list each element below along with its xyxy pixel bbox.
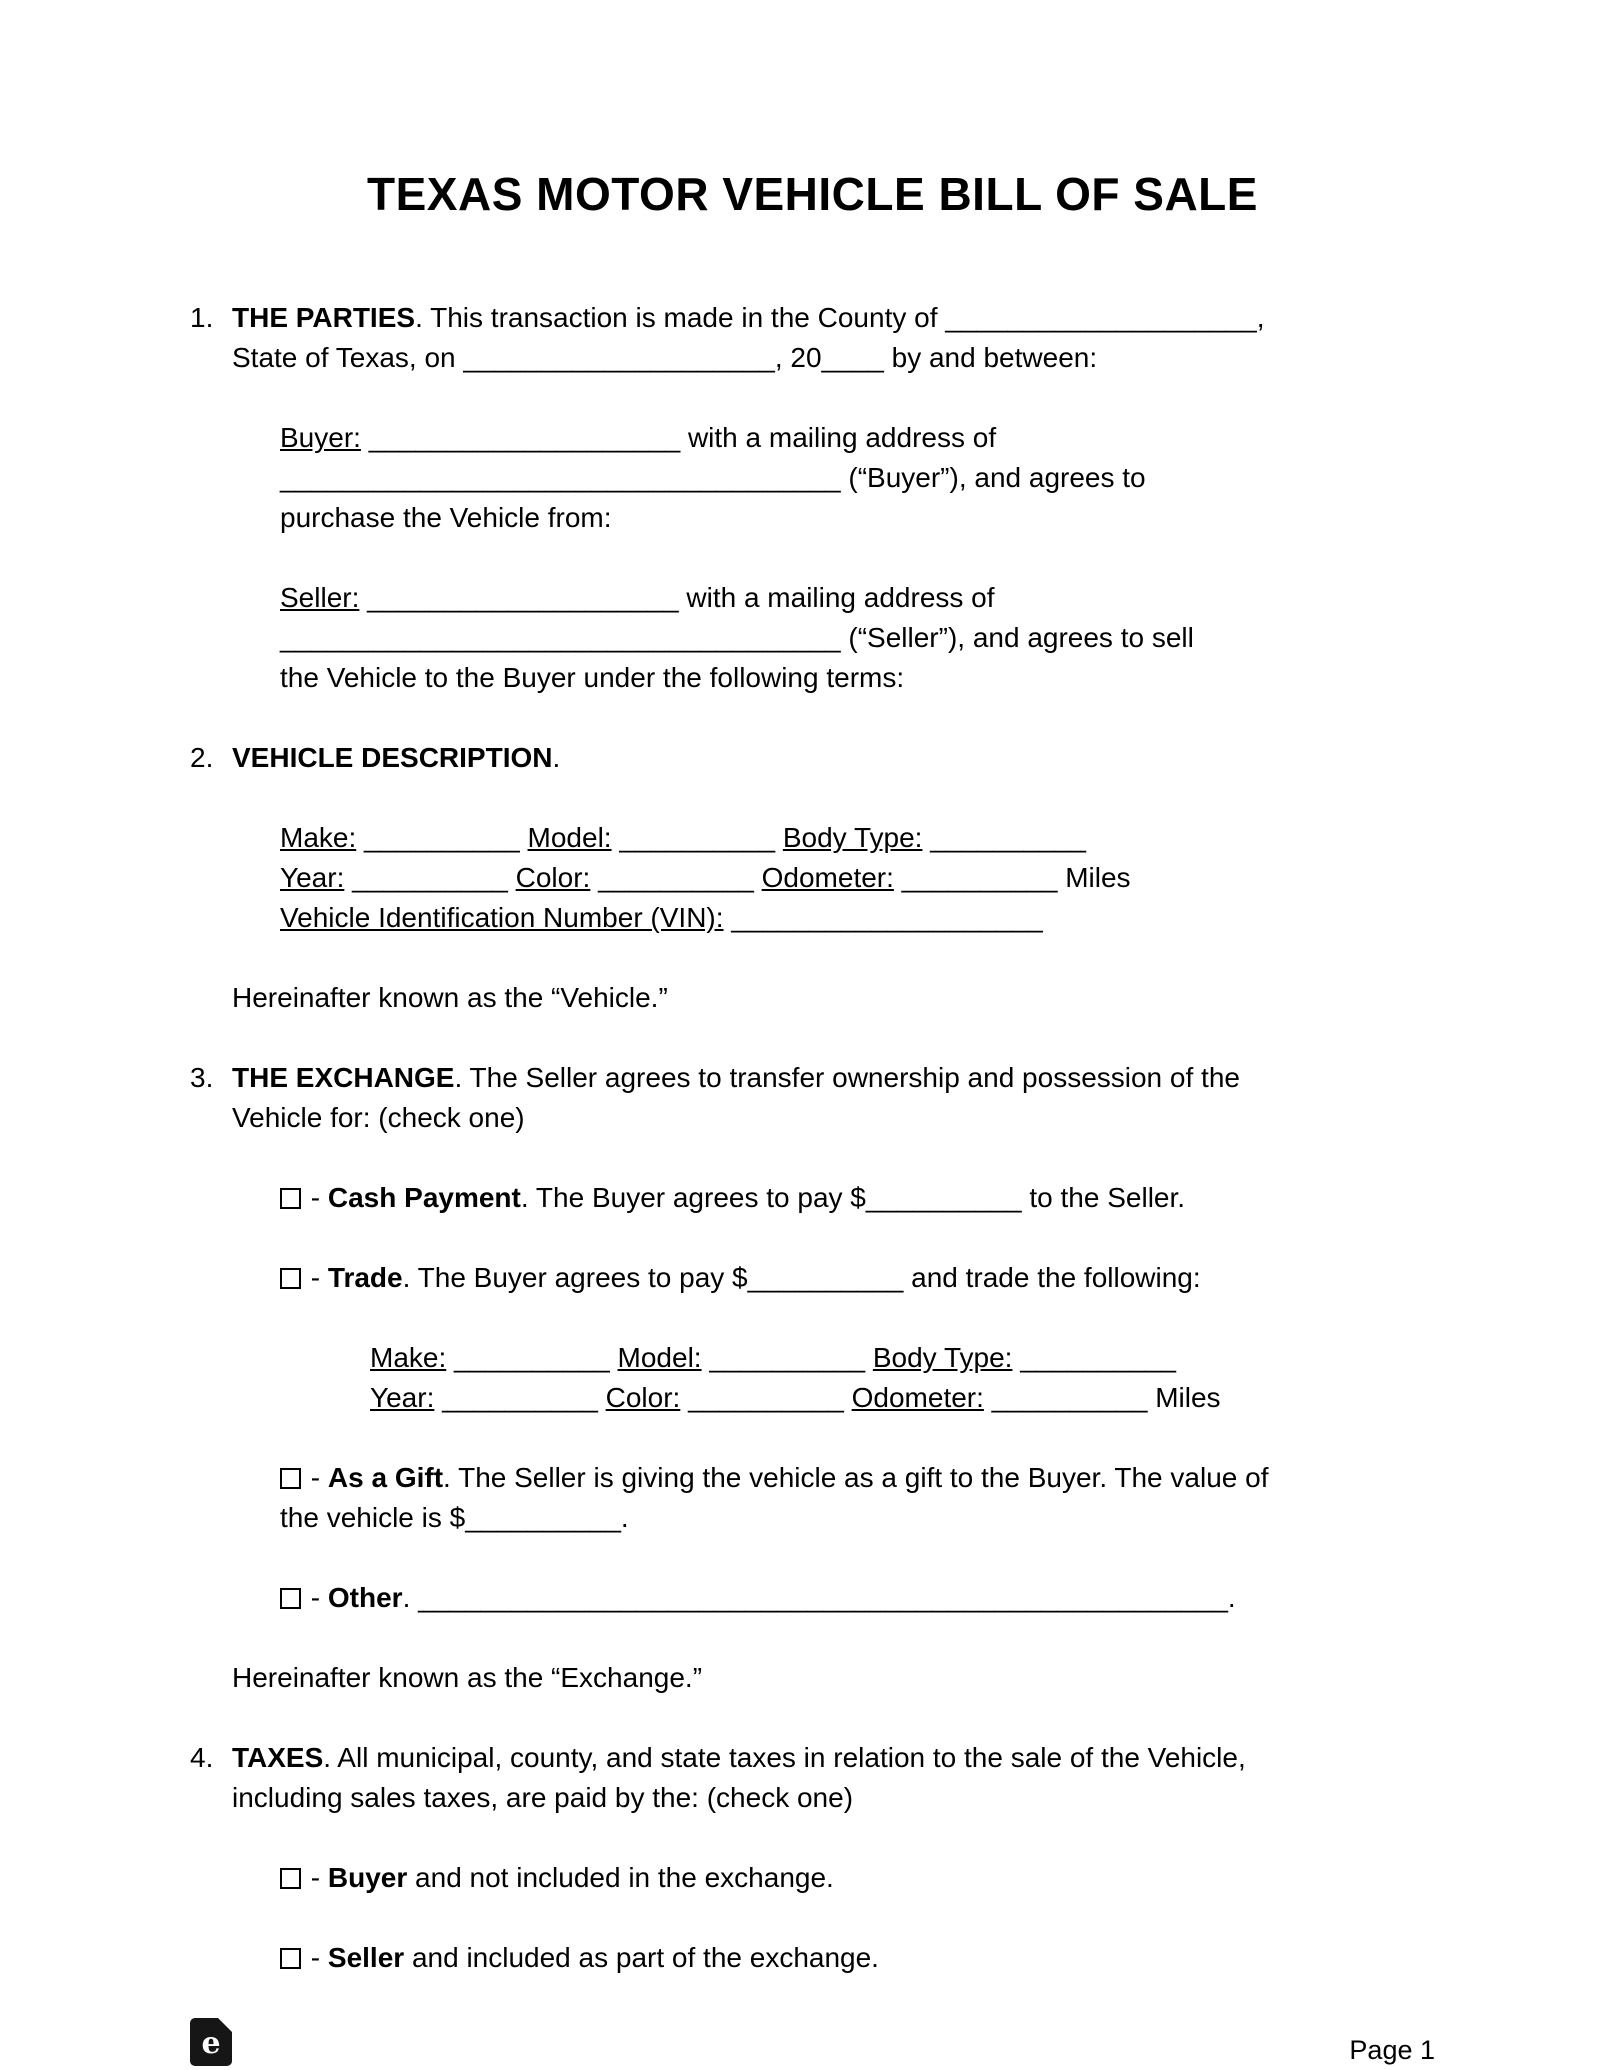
text-run: the Vehicle to the Buyer under the following terms: bbox=[280, 662, 905, 693]
text-run: State of Texas, on ____________________, 20____ by and between: bbox=[232, 342, 1098, 373]
text-run: - bbox=[303, 1582, 328, 1613]
text-line bbox=[370, 1338, 1435, 1378]
section-4-text bbox=[232, 1738, 1435, 1818]
bold-text: As a Gift bbox=[327, 1462, 444, 1493]
bold-text: THE EXCHANGE bbox=[232, 1062, 455, 1093]
underlined-label: Vehicle Identification Number (VIN): bbox=[280, 902, 724, 933]
underlined-label: Model: bbox=[527, 822, 612, 853]
text-run: __________ Miles bbox=[983, 1382, 1221, 1413]
bold-text: VEHICLE DESCRIPTION bbox=[232, 742, 553, 773]
page-footer bbox=[190, 2018, 1435, 2066]
section-2-vehicle-description bbox=[190, 738, 1435, 778]
text-run: . All municipal, county, and state taxes in relation to the sale of the Vehicle, bbox=[323, 1742, 1246, 1773]
checkbox-icon[interactable] bbox=[280, 1268, 301, 1289]
text-run: - bbox=[303, 1942, 328, 1973]
taxes-buyer-option bbox=[280, 1858, 1435, 1898]
text-run: __________ bbox=[611, 822, 783, 853]
eforms-logo-letter: e bbox=[201, 2025, 221, 2061]
text-run: __________ bbox=[1012, 1342, 1176, 1373]
section-1-the-parties bbox=[190, 298, 1435, 378]
text-line bbox=[232, 1778, 1435, 1818]
text-run: __________ bbox=[356, 822, 528, 853]
text-line bbox=[280, 858, 1435, 898]
text-line bbox=[232, 1738, 1435, 1778]
text-run: Vehicle for: (check one) bbox=[232, 1102, 525, 1133]
bold-text: Seller bbox=[327, 1942, 405, 1973]
trade-vehicle-fields bbox=[370, 1338, 1435, 1418]
underlined-label: Year: bbox=[370, 1382, 435, 1413]
text-run: and not included in the exchange. bbox=[407, 1862, 834, 1893]
text-run: and included as part of the exchange. bbox=[404, 1942, 879, 1973]
bold-text: Other bbox=[327, 1582, 403, 1613]
text-line bbox=[280, 1498, 1435, 1538]
underlined-label: Color: bbox=[515, 862, 591, 893]
taxes-seller-option bbox=[280, 1938, 1435, 1978]
text-line bbox=[280, 898, 1435, 938]
underlined-label: Seller: bbox=[280, 582, 360, 613]
text-run: ____________________________________ (“Seller”), and agrees to sell bbox=[280, 622, 1194, 653]
text-run: __________ bbox=[680, 1382, 852, 1413]
text-run: ____________________ with a mailing address of bbox=[359, 582, 995, 613]
underlined-label: Odometer: bbox=[851, 1382, 984, 1413]
vehicle-description-fields bbox=[280, 818, 1435, 938]
cash-payment-option bbox=[280, 1178, 1435, 1218]
section-1-text bbox=[232, 298, 1435, 378]
underlined-label: Year: bbox=[280, 862, 345, 893]
text-line bbox=[280, 818, 1435, 858]
section-4-taxes bbox=[190, 1738, 1435, 1818]
text-run: __________ Miles bbox=[893, 862, 1131, 893]
text-run: . The Buyer agrees to pay $__________ and trade the following: bbox=[402, 1262, 1201, 1293]
text-line bbox=[280, 1458, 1435, 1498]
underlined-label: Buyer: bbox=[280, 422, 361, 453]
text-line bbox=[280, 1178, 1435, 1218]
checkbox-icon[interactable] bbox=[280, 1868, 301, 1889]
text-run: __________ bbox=[344, 862, 516, 893]
checkbox-icon[interactable] bbox=[280, 1588, 301, 1609]
text-line bbox=[280, 618, 1435, 658]
section-3-text bbox=[232, 1058, 1435, 1138]
text-run: the vehicle is $__________. bbox=[280, 1502, 629, 1533]
underlined-label: Model: bbox=[617, 1342, 702, 1373]
item-number-4: 4. bbox=[190, 1742, 214, 1773]
checkbox-icon[interactable] bbox=[280, 1188, 301, 1209]
text-run: Hereinafter known as the “Vehicle.” bbox=[232, 982, 668, 1013]
vehicle-known-line bbox=[232, 978, 1435, 1018]
text-line bbox=[232, 338, 1435, 378]
text-run: ____________________ bbox=[723, 902, 1043, 933]
bold-text: Cash Payment bbox=[327, 1182, 521, 1213]
trade-option bbox=[280, 1258, 1435, 1298]
text-run: - bbox=[303, 1462, 328, 1493]
underlined-label: Make: bbox=[280, 822, 357, 853]
text-run: __________ bbox=[434, 1382, 606, 1413]
text-line bbox=[232, 738, 1435, 778]
text-run: - bbox=[303, 1862, 328, 1893]
text-line bbox=[232, 1658, 1435, 1698]
page-number: Page 1 bbox=[1349, 2035, 1435, 2065]
section-3-the-exchange bbox=[190, 1058, 1435, 1138]
underlined-label: Make: bbox=[370, 1342, 447, 1373]
seller-paragraph bbox=[280, 578, 1435, 698]
text-run: . The Seller is giving the vehicle as a gift to the Buyer. The value of bbox=[443, 1462, 1269, 1493]
text-line bbox=[280, 418, 1435, 458]
text-run: . This transaction is made in the County of ____________________, bbox=[415, 302, 1265, 333]
underlined-label: Odometer: bbox=[761, 862, 894, 893]
text-line bbox=[280, 498, 1435, 538]
text-line bbox=[370, 1378, 1435, 1418]
text-line bbox=[280, 458, 1435, 498]
text-run: - bbox=[303, 1262, 328, 1293]
text-line bbox=[232, 1098, 1435, 1138]
text-run: purchase the Vehicle from: bbox=[280, 502, 612, 533]
text-run: ____________________ with a mailing address of bbox=[360, 422, 997, 453]
text-run: __________ bbox=[590, 862, 762, 893]
underlined-label: Body Type: bbox=[872, 1342, 1013, 1373]
text-run: __________ bbox=[701, 1342, 873, 1373]
text-run: . bbox=[552, 742, 561, 773]
text-run: . The Seller agrees to transfer ownership and possession of the bbox=[454, 1062, 1240, 1093]
exchange-known-line bbox=[232, 1658, 1435, 1698]
bold-text: TAXES bbox=[232, 1742, 324, 1773]
bold-text: THE PARTIES bbox=[232, 302, 416, 333]
document-title: TEXAS MOTOR VEHICLE BILL OF SALE bbox=[367, 168, 1258, 220]
text-line bbox=[280, 578, 1435, 618]
checkbox-icon[interactable] bbox=[280, 1468, 301, 1489]
text-line bbox=[280, 1938, 1435, 1978]
item-number-1: 1. bbox=[190, 302, 214, 333]
text-run: - bbox=[303, 1182, 328, 1213]
text-run: . ____________________________________________________. bbox=[402, 1582, 1236, 1613]
underlined-label: Color: bbox=[605, 1382, 681, 1413]
text-line bbox=[280, 1258, 1435, 1298]
text-line bbox=[280, 658, 1435, 698]
underlined-label: Body Type: bbox=[782, 822, 923, 853]
other-option bbox=[280, 1578, 1435, 1618]
text-run: Hereinafter known as the “Exchange.” bbox=[232, 1662, 703, 1693]
checkbox-icon[interactable] bbox=[280, 1948, 301, 1969]
text-run: __________ bbox=[922, 822, 1086, 853]
text-line bbox=[280, 1858, 1435, 1898]
gift-option bbox=[280, 1458, 1435, 1538]
item-number-2: 2. bbox=[190, 742, 214, 773]
text-line bbox=[280, 1578, 1435, 1618]
section-2-text bbox=[232, 738, 1435, 778]
text-line bbox=[232, 1058, 1435, 1098]
bold-text: Buyer bbox=[327, 1862, 408, 1893]
buyer-paragraph bbox=[280, 418, 1435, 538]
text-run: . The Buyer agrees to pay $__________ to the Seller. bbox=[520, 1182, 1186, 1213]
text-run: __________ bbox=[446, 1342, 618, 1373]
text-run: ____________________________________ (“Buyer”), and agrees to bbox=[280, 462, 1146, 493]
item-number-3: 3. bbox=[190, 1062, 214, 1093]
logo-fold-corner-icon bbox=[218, 2018, 232, 2032]
bold-text: Trade bbox=[327, 1262, 403, 1293]
text-line bbox=[232, 298, 1435, 338]
text-run: including sales taxes, are paid by the: (check one) bbox=[232, 1782, 854, 1813]
eforms-logo bbox=[190, 2018, 232, 2066]
text-line bbox=[232, 978, 1435, 1018]
